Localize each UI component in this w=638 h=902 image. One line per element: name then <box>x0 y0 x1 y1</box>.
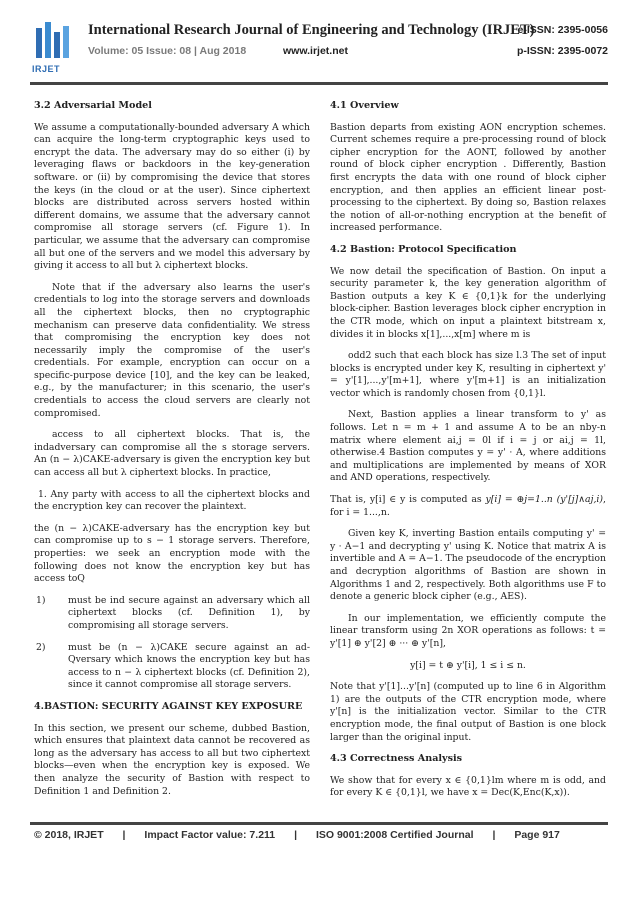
section-heading-overview: 4.1 Overview <box>330 100 399 111</box>
formula-display: y[i] = t ⊕ y'[i], 1 ≤ i ≤ n. <box>410 659 526 671</box>
section-heading-protocol: 4.2 Bastion: Protocol Specification <box>330 243 517 255</box>
list-item <box>34 642 310 692</box>
paragraph: We show that for every x ∈ {0,1}lm where m is odd, and for every K ∈ {0,1}l, we have x = Dec(K,Enc(K,x)). <box>330 774 606 799</box>
pissn: p-ISSN: 2395-0072 <box>516 45 608 57</box>
footer-separator: | <box>294 829 298 841</box>
paragraph: the (n − λ)CAKE-adversary has the encryption key but can compromise up to s − 1 storage servers. Therefore, properties: we seek an encryption mode with the following does not know the encryption key but has access toQ <box>34 522 310 585</box>
paragraph: In this section, we present our scheme, dubbed Bastion, which ensures that plaintext data cannot be recovered as long as the adversary has access to all but two ciphertext blocks—even when the encryption key is exposed. We then analyze the security of Bastion with respect to Definition 1 and Definition 2. <box>34 722 310 797</box>
formula-tail: , for i = 1...,n. <box>330 494 606 518</box>
eissn: e-ISSN: 2395-0056 <box>517 24 608 36</box>
paragraph: odd2 such that each block has size l.3 The set of input blocks is encrypted under key K, resulting in ciphertext y' = y'[1],...,y'[m+1], where y'[m+1] is an initialization vector which is randomly chosen from {0,1}l. <box>330 350 606 399</box>
paragraph: Note that y'[1]...y'[n] (computed up to line 6 in Algorithm 1) are the outputs of the CTR encryption mode, where y'[n] is the initialization vector. Similar to the CTR encryption mode, the final output of Bastion is one block larger than the original input. <box>330 681 606 743</box>
list-number: 1) <box>36 594 46 606</box>
paragraph: Given key K, inverting Bastion entails computing y' = y · A−1 and decrypting y' using K. Notice that matrix A is invertible and A = A−1. The pseudocode of the encryption and decryption algorithms of Bastion are shown in Algorithms 1 and 2, respectively. Both algorithms use F to denote a generic block cipher (e.g., AES). <box>330 528 606 603</box>
formula-lead: That is, y[i] ∈ y is computed as <box>330 494 482 506</box>
section-heading-adversarial-model: 3.2 Adversarial Model <box>34 100 152 111</box>
paragraph: We assume a computationally-bounded adversary A which can acquire the long-term cryptographic keys used to encrypt the data. The adversary may do so either (i) by leveraging flaws or backdoors in the key-generation software. or (ii) by compromising the device that stores the keys (in the cloud or at the user). Since ciphertext blocks are distributed across servers hosted within different domains, we assume that the adversary cannot compromise all storage servers (cf. Figure 1). In particular, we assume that the adversary can compromise all but one of the servers and we model this adversary by giving it access to all but λ ciphertext blocks. <box>34 121 310 272</box>
journal-title: International Research Journal of Engineering and Technology (IRJET) <box>88 22 535 38</box>
page-number: Page 917 <box>514 829 560 841</box>
copyright: © 2018, IRJET <box>34 829 104 841</box>
footer-divider <box>30 822 608 825</box>
paragraph <box>330 494 606 519</box>
footer-separator: | <box>492 829 496 841</box>
website-link[interactable]: www.irjet.net <box>283 45 348 57</box>
paragraph: Bastion departs from existing AON encryption schemes. Current schemes require a pre-processing round of block cipher encryption for the AONT, followed by another round of block cipher encryption . Differently, Bastion first encrypts the data with one round of block cipher encryption, and then applies an efficient linear post-processing to the ciphertext. By doing so, Bastion relaxes the notion of all-or-nothing encryption at the benefit of increased performance. <box>330 121 606 234</box>
iso-certification: ISO 9001:2008 Certified Journal <box>315 829 474 841</box>
footer <box>34 829 608 841</box>
impact-factor: Impact Factor value: 7.211 <box>144 829 276 841</box>
list-text: must be (n − λ)CAKE secure against an ad-Qversary which knows the encryption key but has access to n − λ ciphertext blocks (cf. Definition 2), since it cannot compromise all storage servers. <box>68 641 310 691</box>
logo-text: IRJET <box>32 64 61 74</box>
list-text: must be ind secure against an adversary which all ciphertext blocks (cf. Definition 1), by compromising all storage servers. <box>68 594 310 631</box>
formula-inline: y[i] = ⊕j=1..n (y'[j]∧aj,i) <box>485 494 604 506</box>
volume-issue: Volume: 05 Issue: 08 | Aug 2018 <box>88 45 247 57</box>
paragraph: In our implementation, we efficiently compute the linear transform using 2n XOR operations as follows: t = y'[1] ⊕ y'[2] ⊕ ··· ⊕ y'[n], <box>330 612 606 649</box>
paragraph: 1. Any party with access to all the ciphertext blocks and the encryption key can recover the plaintext. <box>34 488 310 513</box>
section-heading-correctness: 4.3 Correctness Analysis <box>330 753 463 765</box>
paragraph: We now detail the specification of Bastion. On input a security parameter k, the key generation algorithm of Bastion outputs a key K ∈ {0,1}k for the underlying block-cipher. Bastion leverages block cipher encryption in the CTR mode, which on input a plaintext bitstream x, divides it in blocks x[1],...,x[m] where m is <box>330 265 606 340</box>
paragraph: access to all ciphertext blocks. That is, the indadversary can compromise all the s storage servers. An (n − λ)CAKE-adversary is given the encryption key but can access all but λ ciphertext blocks. In practice, <box>34 429 310 479</box>
paragraph: Note that if the adversary also learns the user's credentials to log into the storage servers and downloads all the ciphertext blocks, then no cryptographic mechanism can preserve data confidentiality. We stress that compromising the encryption key does not necessarily imply the compromise of the user's credentials. For example, encryption can occur on a specific-purpose device [10], and the key can be leaked, e.g., by the manufacturer; in this scenario, the user's credentials to access the cloud servers are clearly not compromised. <box>34 281 310 419</box>
right-column <box>330 100 606 809</box>
left-column <box>34 100 310 807</box>
paragraph: Next, Bastion applies a linear transform to y' as follows. Let n = m + 1 and assume A to be an nby-n matrix where element ai,j = 0l if i = j or ai,j = 1l, otherwise.4 Bastion computes y = y' · A, where additions and multiplications are implemented by means of XOR and AND operations, respectively. <box>330 409 606 484</box>
footer-separator: | <box>122 829 126 841</box>
section-heading-bastion: 4.BASTION: SECURITY AGAINST KEY EXPOSURE <box>34 700 303 712</box>
irjet-logo <box>32 18 76 62</box>
list-number: 2) <box>36 641 46 653</box>
list-item <box>34 595 310 633</box>
header-divider <box>30 82 608 85</box>
